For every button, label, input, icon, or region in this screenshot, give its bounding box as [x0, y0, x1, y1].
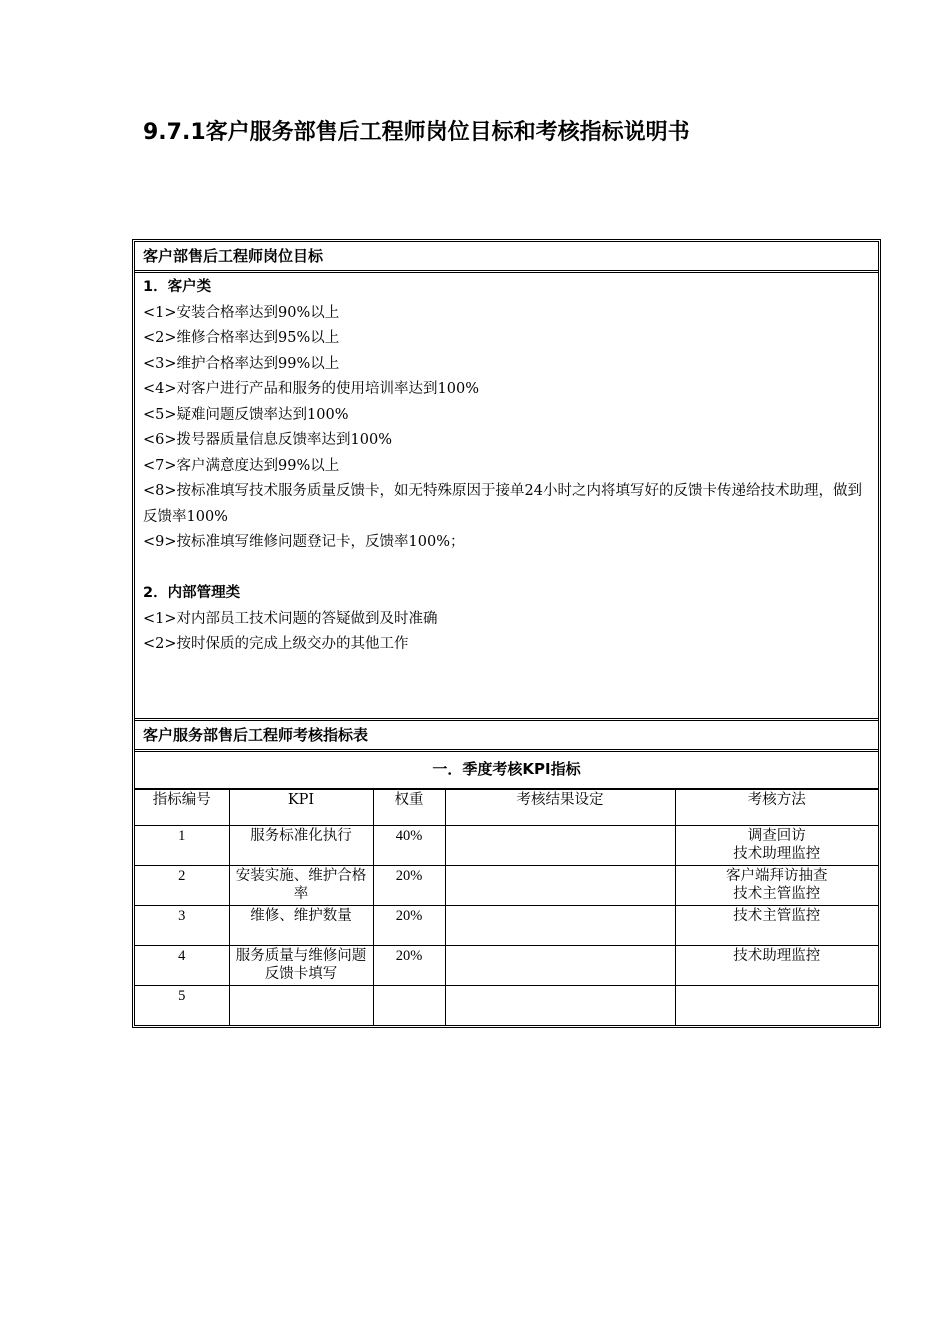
cell-weight: 20%: [373, 866, 445, 906]
kpi-heading: 客户服务部售后工程师考核指标表: [135, 721, 878, 752]
document-frame: [132, 239, 881, 1028]
col-header-weight: 权重: [373, 790, 445, 826]
cell-method: 客户端拜访抽查 技术主管监控: [675, 866, 878, 906]
col-header-method: 考核方法: [675, 790, 878, 826]
kpi-header-row: [135, 790, 878, 826]
document-title: 9.7.1客户服务部售后工程师岗位目标和考核指标说明书: [143, 120, 690, 145]
cell-id: 3: [135, 906, 229, 946]
table-row: [135, 946, 878, 986]
goals-category-internal: 2．内部管理类: [143, 585, 241, 601]
table-row: [135, 906, 878, 946]
table-row: [135, 826, 878, 866]
cell-weight: [373, 986, 445, 1026]
col-header-id: 指标编号: [135, 790, 229, 826]
goal-item: <1>对内部员工技术问题的答疑做到及时准确: [143, 610, 438, 627]
goal-item: <4>对客户进行产品和服务的使用培训率达到100%: [143, 381, 479, 397]
cell-method: 技术主管监控: [675, 906, 878, 946]
goal-item: <8>按标准填写技术服务质量反馈卡，如无特殊原因于接单24小时之内将填写好的反馈卡传递给技术助理，做到反馈率100%: [143, 483, 862, 525]
cell-method: 调查回访 技术助理监控: [675, 826, 878, 866]
cell-result: [445, 906, 675, 946]
cell-kpi: 服务标准化执行: [229, 826, 373, 866]
goal-item: <7>客户满意度达到99%以上: [143, 457, 340, 474]
cell-result: [445, 826, 675, 866]
col-header-result: 考核结果设定: [445, 790, 675, 826]
goal-item: <5>疑难问题反馈率达到100%: [143, 406, 349, 423]
cell-weight: 40%: [373, 826, 445, 866]
cell-weight: 20%: [373, 946, 445, 986]
col-header-kpi: KPI: [229, 790, 373, 826]
goal-item: <2>维修合格率达到95%以上: [143, 330, 340, 346]
cell-id: 1: [135, 826, 229, 866]
cell-kpi: 维修、维护数量: [229, 906, 373, 946]
cell-weight: 20%: [373, 906, 445, 946]
table-row: [135, 986, 878, 1026]
goal-item: <6>拨号器质量信息反馈率达到100%: [143, 432, 392, 448]
kpi-table-title: 一．季度考核KPI指标: [135, 752, 878, 789]
spacer: [143, 556, 870, 582]
cell-id: 4: [135, 946, 229, 986]
table-row: [135, 866, 878, 906]
goals-heading: 客户部售后工程师岗位目标: [135, 242, 878, 273]
goals-body: [135, 273, 878, 721]
cell-result: [445, 866, 675, 906]
goal-item: <2>按时保质的完成上级交办的其他工作: [143, 636, 409, 652]
goal-item: <9>按标准填写维修问题登记卡，反馈率100%；: [143, 534, 465, 550]
kpi-table: [135, 789, 878, 1025]
cell-kpi: [229, 986, 373, 1026]
cell-result: [445, 986, 675, 1026]
cell-id: 2: [135, 866, 229, 906]
cell-id: 5: [135, 986, 229, 1026]
cell-method: [675, 986, 878, 1026]
goal-item: <3>维护合格率达到99%以上: [143, 355, 340, 372]
goals-category-customer: 1．客户类: [143, 279, 212, 295]
cell-result: [445, 946, 675, 986]
cell-kpi: 安装实施、维护合格率: [229, 866, 373, 906]
cell-kpi: 服务质量与维修问题反馈卡填写: [229, 946, 373, 986]
cell-method: 技术助理监控: [675, 946, 878, 986]
goal-item: <1>安装合格率达到90%以上: [143, 304, 340, 321]
